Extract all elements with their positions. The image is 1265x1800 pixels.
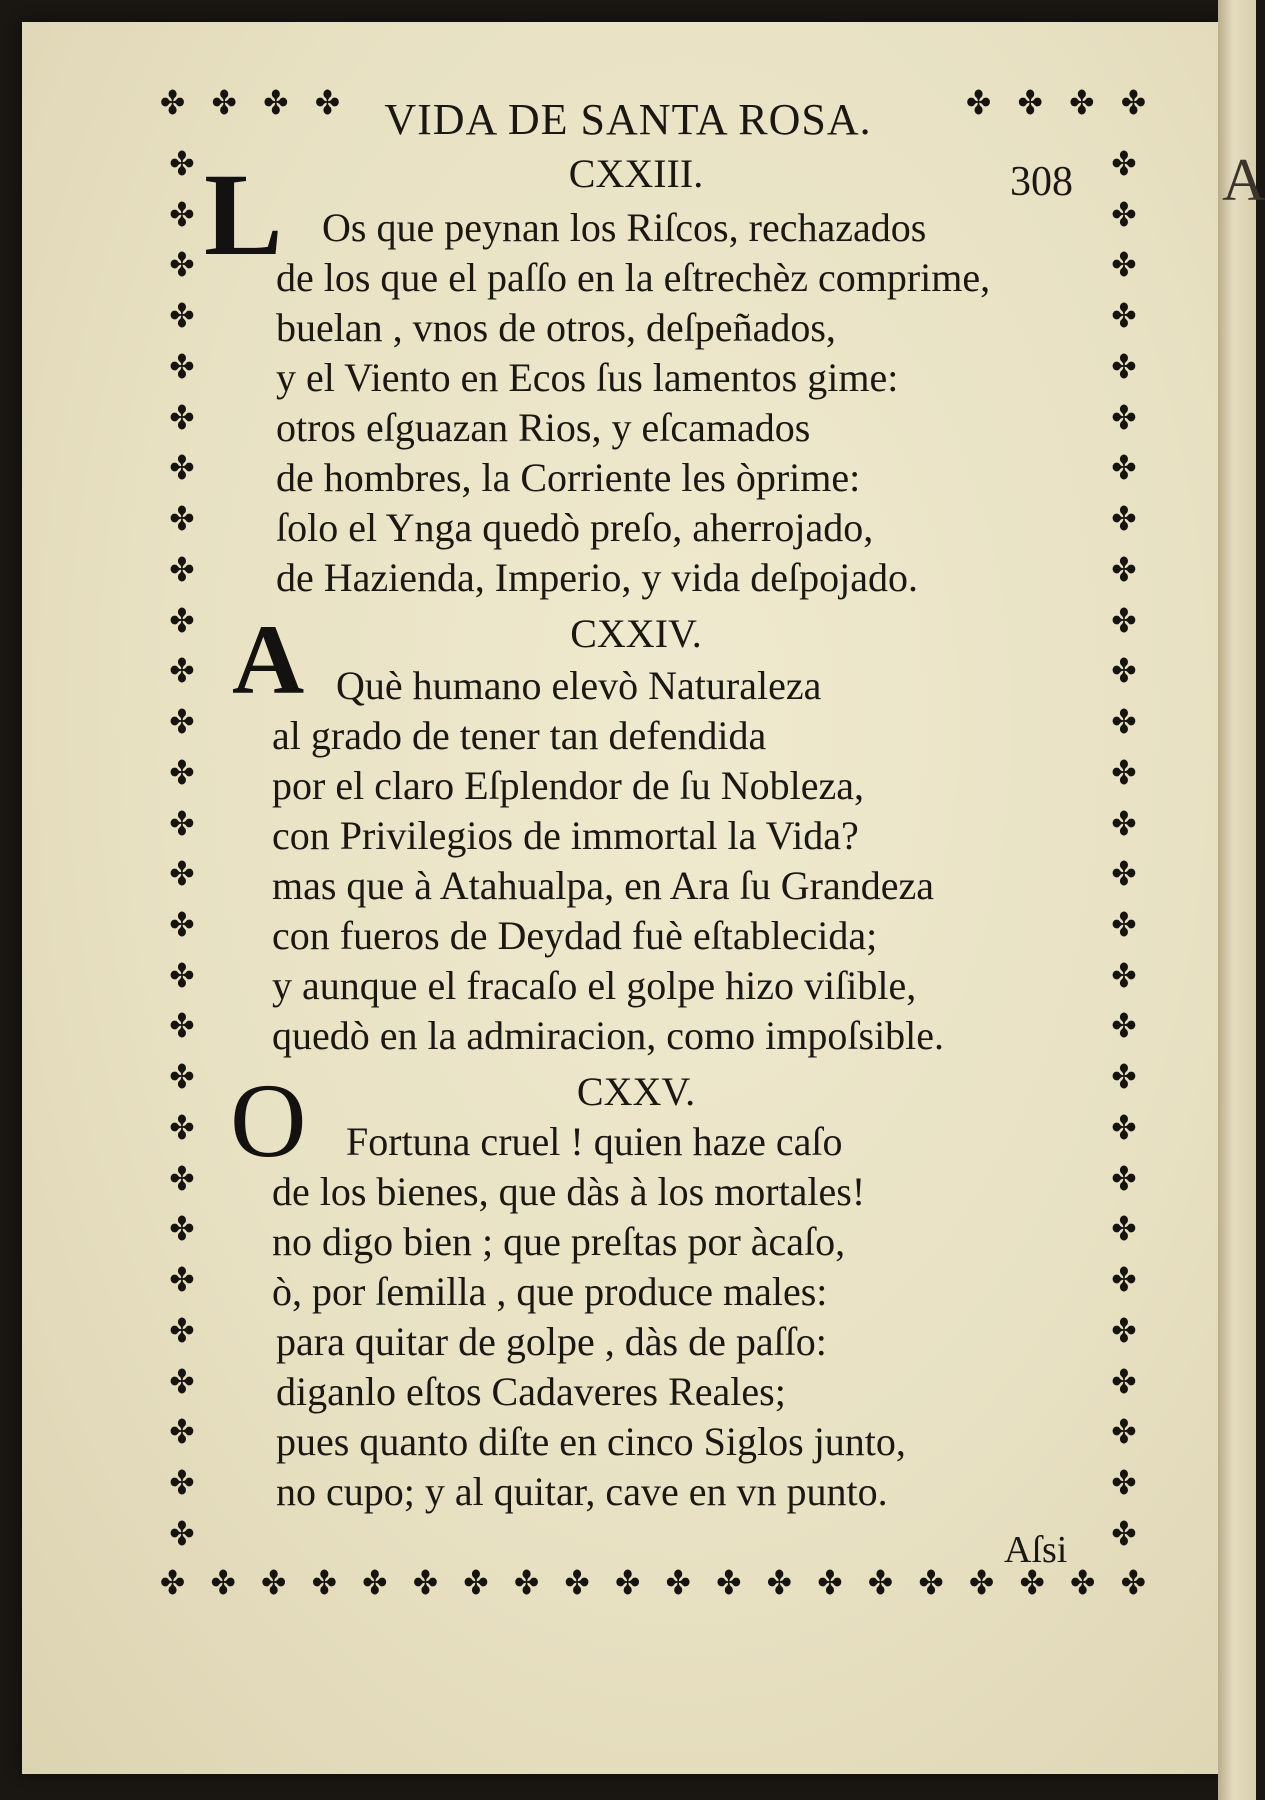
drop-cap: O xyxy=(230,1062,307,1179)
fleuron-ornament-icon: ✤ xyxy=(314,84,340,123)
fleuron-ornament-icon: ✤ xyxy=(1111,1413,1137,1453)
drop-cap: L xyxy=(204,149,283,280)
fleuron-ornament-icon: ✤ xyxy=(169,145,195,184)
fleuron-ornament-icon: ✤ xyxy=(169,1159,195,1199)
fleuron-ornament-icon: ✤ xyxy=(169,1210,195,1250)
verse-line: ò, por ſemilla , que produce males: xyxy=(272,1269,828,1314)
verse-line: no digo bien ; que preſtas por àcaſo, xyxy=(272,1219,846,1264)
ornament-right xyxy=(1102,145,1146,1554)
running-head: VIDA DE SANTA ROSA. xyxy=(384,95,872,144)
fleuron-ornament-icon: ✤ xyxy=(1111,348,1137,387)
fleuron-ornament-icon: ✤ xyxy=(169,449,195,489)
stanza-number: CXXIII. xyxy=(568,151,704,196)
fleuron-ornament-icon: ✤ xyxy=(169,348,195,387)
verse-line: para quitar de golpe , dàs de paſſo: xyxy=(276,1319,827,1364)
fleuron-ornament-icon: ✤ xyxy=(1120,84,1146,123)
fleuron-ornament-icon: ✤ xyxy=(1111,449,1137,489)
fleuron-ornament-icon: ✤ xyxy=(1111,804,1137,844)
verse-line: de hombres, la Corriente les òprime: xyxy=(276,455,861,500)
verse-line: mas que à Atahualpa, en Ara ſu Grandeza xyxy=(272,863,934,908)
fleuron-ornament-icon: ✤ xyxy=(1111,601,1137,641)
fleuron-ornament-icon: ✤ xyxy=(169,804,195,844)
fleuron-ornament-icon: ✤ xyxy=(1111,1515,1137,1554)
fleuron-ornament-icon: ✤ xyxy=(169,1413,195,1453)
fleuron-ornament-icon: ✤ xyxy=(169,1261,195,1300)
fleuron-ornament-icon: ✤ xyxy=(362,1564,388,1603)
fleuron-ornament-icon: ✤ xyxy=(1111,1058,1137,1097)
verse-line: de los que el paſſo en la eſtrechèz comprime, xyxy=(276,255,991,300)
verse-line: otros eſguazan Rios, y eſcamados xyxy=(276,405,811,450)
verse-line: no cupo; y al quitar, cave en vn punto. xyxy=(276,1469,888,1514)
verse-line: al grado de tener tan defendida xyxy=(272,713,767,758)
fleuron-ornament-icon: ✤ xyxy=(1111,500,1137,539)
fleuron-ornament-icon: ✤ xyxy=(1111,1464,1137,1503)
fleuron-ornament-icon: ✤ xyxy=(1070,1564,1096,1603)
fleuron-ornament-icon: ✤ xyxy=(169,195,195,235)
fleuron-ornament-icon: ✤ xyxy=(1111,855,1137,894)
fleuron-ornament-icon: ✤ xyxy=(867,1564,894,1603)
fleuron-ornament-icon: ✤ xyxy=(169,754,195,793)
fleuron-ornament-icon: ✤ xyxy=(160,84,186,123)
stanza-cxxiv xyxy=(232,604,1036,1070)
fleuron-ornament-icon: ✤ xyxy=(1111,145,1137,184)
verse-line: diganlo eſtos Cadaveres Reales; xyxy=(276,1369,786,1414)
fleuron-ornament-icon: ✤ xyxy=(1111,1261,1137,1300)
ornament-bottom xyxy=(160,1564,1146,1620)
fleuron-ornament-icon: ✤ xyxy=(1069,84,1095,123)
fleuron-ornament-icon: ✤ xyxy=(1111,1210,1137,1250)
fleuron-ornament-icon: ✤ xyxy=(169,1362,195,1402)
verse-line: de los bienes, que dàs à los mortales! xyxy=(272,1169,866,1214)
fleuron-ornament-icon: ✤ xyxy=(1111,195,1137,235)
fleuron-ornament-icon: ✤ xyxy=(1111,1312,1137,1351)
fleuron-ornament-icon: ✤ xyxy=(1111,906,1137,945)
fleuron-ornament-icon: ✤ xyxy=(1111,551,1137,590)
stanza-number: CXXV. xyxy=(576,1069,696,1114)
adjacent-page-edge xyxy=(1218,0,1265,1800)
stanza-cxxv xyxy=(230,1062,1036,1528)
verse-line: pues quanto diſte en cinco Siglos junto, xyxy=(276,1419,906,1464)
fleuron-ornament-icon: ✤ xyxy=(969,1564,995,1603)
drop-cap: A xyxy=(232,604,305,715)
fleuron-ornament-icon: ✤ xyxy=(412,1564,438,1603)
fleuron-ornament-icon: ✤ xyxy=(311,1564,337,1603)
fleuron-ornament-icon: ✤ xyxy=(169,1007,195,1047)
fleuron-ornament-icon: ✤ xyxy=(169,551,195,590)
verse-line: Què humano elevò Naturaleza xyxy=(336,663,822,708)
fleuron-ornament-icon: ✤ xyxy=(169,1109,195,1148)
stanza-number: CXXIV. xyxy=(570,611,702,656)
verse-line: Os que peynan los Riſcos, rechazados xyxy=(322,205,927,250)
fleuron-ornament-icon: ✤ xyxy=(966,84,992,123)
fleuron-ornament-icon: ✤ xyxy=(263,84,289,123)
fleuron-ornament-icon: ✤ xyxy=(817,1564,843,1603)
verse-line: de Hazienda, Imperio, y vida deſpojado. xyxy=(276,555,918,600)
verse-line: con fueros de Deydad fuè eſtablecida; xyxy=(272,913,878,958)
verse-line: quedò en la admiracion, como impoſsible. xyxy=(272,1013,945,1058)
adjacent-page-glyph: A xyxy=(1222,147,1265,213)
fleuron-ornament-icon: ✤ xyxy=(169,703,195,742)
ornament-left xyxy=(160,145,204,1554)
fleuron-ornament-icon: ✤ xyxy=(766,1564,792,1603)
fleuron-ornament-icon: ✤ xyxy=(1111,1007,1137,1047)
fleuron-ornament-icon: ✤ xyxy=(665,1564,691,1603)
verse-line: Fortuna cruel ! quien haze caſo xyxy=(346,1119,843,1164)
fleuron-ornament-icon: ✤ xyxy=(169,1312,195,1351)
fleuron-ornament-icon: ✤ xyxy=(918,1564,944,1603)
fleuron-ornament-icon: ✤ xyxy=(169,906,195,945)
fleuron-ornament-icon: ✤ xyxy=(261,1564,287,1603)
fleuron-ornament-icon: ✤ xyxy=(169,500,195,539)
fleuron-ornament-icon: ✤ xyxy=(169,1464,195,1503)
fleuron-ornament-icon: ✤ xyxy=(463,1564,489,1603)
fleuron-ornament-icon: ✤ xyxy=(169,297,195,336)
verse-line: y aunque el fracaſo el golpe hizo viſible, xyxy=(272,963,917,1008)
fleuron-ornament-icon: ✤ xyxy=(1111,398,1137,438)
page-number: 308 xyxy=(1010,159,1073,205)
fleuron-ornament-icon: ✤ xyxy=(1120,1564,1146,1603)
fleuron-ornament-icon: ✤ xyxy=(1111,297,1137,336)
fleuron-ornament-icon: ✤ xyxy=(1111,1109,1137,1148)
fleuron-ornament-icon: ✤ xyxy=(564,1564,590,1603)
fleuron-ornament-icon: ✤ xyxy=(169,1058,195,1097)
verse-line: con Privilegios de immortal la Vida? xyxy=(272,813,859,858)
fleuron-ornament-icon: ✤ xyxy=(1111,956,1137,996)
fleuron-ornament-icon: ✤ xyxy=(169,601,195,641)
fleuron-ornament-icon: ✤ xyxy=(1111,754,1137,793)
verse-line: y el Viento en Ecos ſus lamentos gime: xyxy=(276,355,899,400)
fleuron-ornament-icon: ✤ xyxy=(716,1564,742,1603)
fleuron-ornament-icon: ✤ xyxy=(513,1564,540,1603)
fleuron-ornament-icon: ✤ xyxy=(210,1564,236,1603)
fleuron-ornament-icon: ✤ xyxy=(169,398,195,438)
fleuron-ornament-icon: ✤ xyxy=(160,1564,186,1603)
fleuron-ornament-icon: ✤ xyxy=(1111,1159,1137,1199)
fleuron-ornament-icon: ✤ xyxy=(1017,84,1043,123)
fleuron-ornament-icon: ✤ xyxy=(211,84,237,123)
verse-line: ſolo el Ynga quedò preſo, aherrojado, xyxy=(276,505,874,550)
fleuron-ornament-icon: ✤ xyxy=(1111,1362,1137,1402)
verse-line: buelan , vnos de otros, deſpeñados, xyxy=(276,305,836,350)
stanza-cxxiii xyxy=(204,149,1036,610)
fleuron-ornament-icon: ✤ xyxy=(169,1515,195,1554)
fleuron-ornament-icon: ✤ xyxy=(169,246,195,286)
fleuron-ornament-icon: ✤ xyxy=(169,652,195,692)
fleuron-ornament-icon: ✤ xyxy=(1111,703,1137,742)
fleuron-ornament-icon: ✤ xyxy=(1019,1564,1045,1603)
catchword: Aſsi xyxy=(1004,1529,1068,1571)
verse-line: por el claro Eſplendor de ſu Nobleza, xyxy=(272,763,864,808)
fleuron-ornament-icon: ✤ xyxy=(1111,246,1137,286)
fleuron-ornament-icon: ✤ xyxy=(169,855,195,894)
fleuron-ornament-icon: ✤ xyxy=(1111,652,1137,692)
fleuron-ornament-icon: ✤ xyxy=(615,1564,641,1603)
fleuron-ornament-icon: ✤ xyxy=(169,956,195,996)
